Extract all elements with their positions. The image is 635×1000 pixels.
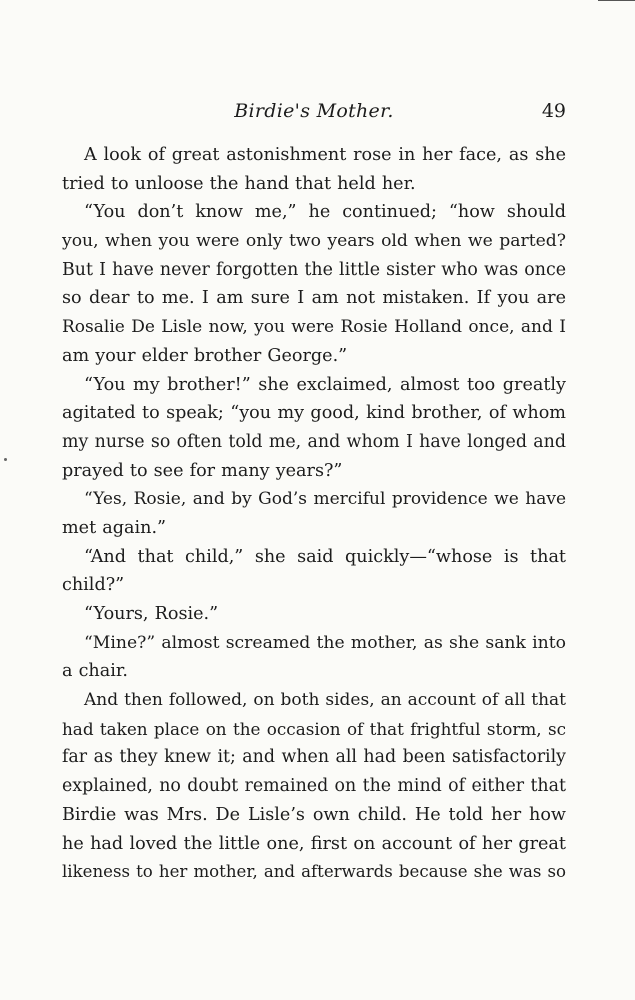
text-line: “Yours, Rosie.” (84, 604, 219, 624)
margin-speck (4, 458, 7, 461)
text-line: explained, no doubt remained on the mind of either that (62, 776, 566, 797)
text-line: “And that child,” she said quickly—“whose is that (84, 546, 566, 567)
text-line: “Yes, Rosie, and by God’s merciful providence we have (84, 489, 566, 510)
text-line: Rosalie De Lisle now, you were Rosie Holland once, and I (62, 317, 566, 338)
text-line: “You don’t know me,” he continued; “how should (84, 202, 566, 223)
text-line: “Mine?” almost screamed the mother, as she sank into (84, 632, 566, 653)
text-line: tried to unloose the hand that held her. (62, 173, 416, 194)
text-line: my nurse so often told me, and whom I have longed and (62, 431, 566, 452)
text-line: met again.” (62, 517, 167, 538)
page-number: 49 (541, 100, 566, 122)
text-line: likeness to her mother, and afterwards because she was so (62, 862, 566, 882)
text-line: agitated to speak; “you my good, kind brother, of whom (62, 403, 566, 424)
text-line: A look of great astonishment rose in her face, as she (84, 145, 566, 165)
body-text (62, 141, 566, 887)
text-line: he had loved the little one, first on account of her great (62, 833, 566, 854)
text-line: prayed to see for many years?” (62, 460, 343, 481)
text-line: Birdie was Mrs. De Lisle’s own child. He told her how (62, 804, 566, 825)
text-line: a chair. (62, 661, 128, 682)
page-header (62, 100, 566, 126)
text-line: But I have never forgotten the little sister who was once (62, 259, 566, 280)
text-line: you, when you were only two years old when we parted? (62, 231, 566, 252)
text-line: And then followed, on both sides, an account of all that (84, 690, 566, 711)
text-line: had taken place on the occasion of that frightful storm, sc (62, 718, 566, 739)
text-line: child?” (62, 575, 125, 596)
text-line: am your elder brother George.” (62, 345, 348, 366)
text-line: far as they knew it; and when all had been satisfactorily (62, 747, 566, 768)
running-title: Birdie's Mother. (234, 100, 394, 122)
text-line: “You my brother!” she exclaimed, almost too greatly (84, 374, 566, 395)
text-line: so dear to me. I am sure I am not mistaken. If you are (62, 288, 566, 309)
top-edge-rule (598, 0, 635, 1)
